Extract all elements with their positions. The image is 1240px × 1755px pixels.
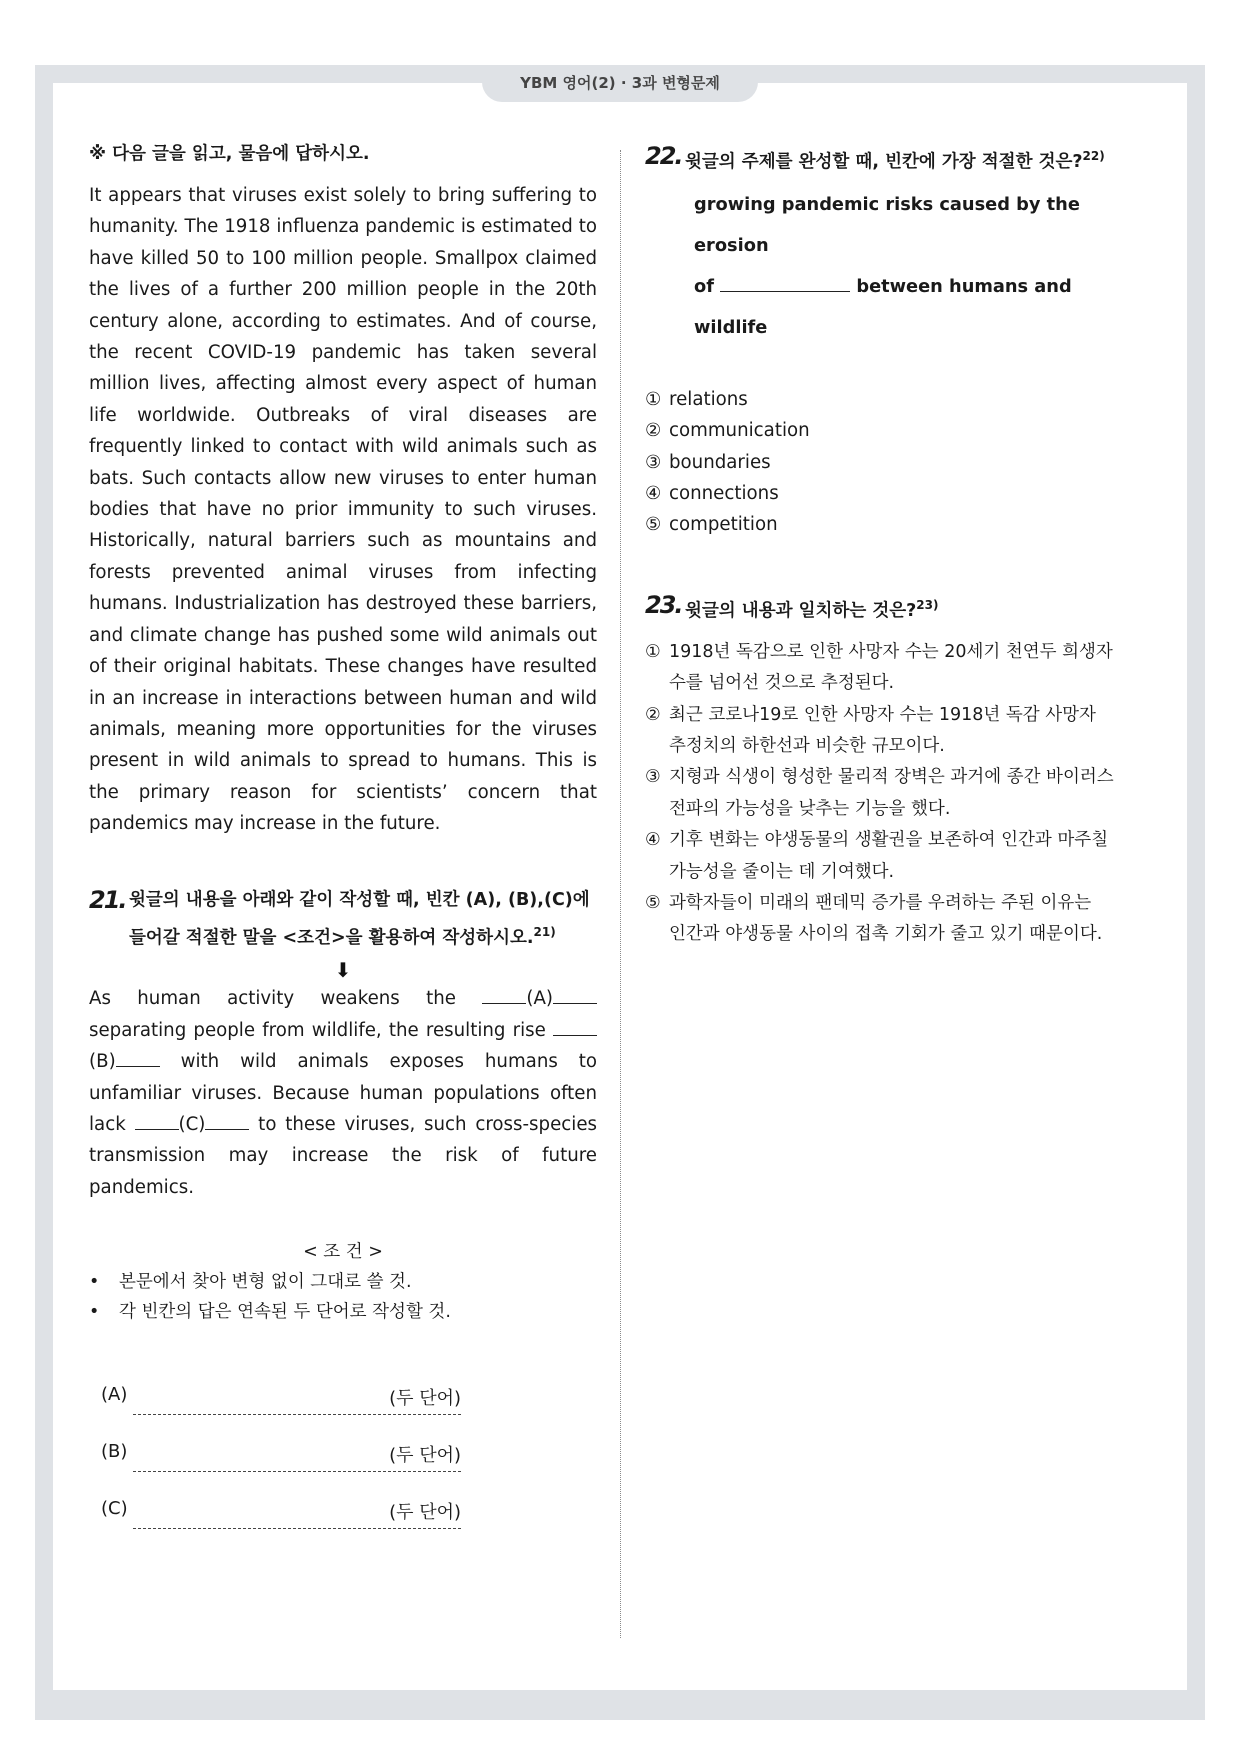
conditions-title: < 조 건 >: [303, 1242, 383, 1263]
answer-label: (B): [101, 1441, 128, 1462]
question-21-line2: 들어갈 적절한 말을 <조건>을 활용하여 작성하시오.: [129, 927, 534, 948]
condition-item: • 각 빈칸의 답은 연속된 두 단어로 작성할 것.: [89, 1297, 597, 1327]
choice-text: 1918년 독감으로 인한 사망자 수는 20세기 천연두 희생자: [669, 641, 1113, 662]
choice-text: boundaries: [669, 451, 771, 473]
right-column: [645, 140, 1135, 951]
answer-field-b[interactable]: [101, 1441, 461, 1473]
blank-label-b: (B): [89, 1051, 116, 1073]
choice-text: relations: [669, 388, 748, 410]
blank-underline: [553, 987, 597, 1004]
choice-number: ⑤: [645, 892, 661, 913]
question-22-footnote: 22): [1082, 149, 1105, 163]
choice-text: 가능성을 줄이는 데 기여했다.: [669, 861, 895, 882]
blank-underline: [553, 1019, 597, 1036]
summary-text: separating people from wildlife, the resulting rise: [89, 1019, 553, 1041]
question-21-number: 21.: [89, 885, 126, 914]
topic-statement: [645, 184, 1135, 348]
choice-number: ②: [645, 420, 662, 442]
choice-text: connections: [669, 483, 779, 505]
choice-2[interactable]: [645, 700, 1135, 763]
choice-text: 인간과 야생동물 사이의 접촉 기회가 줄고 있기 때문이다.: [669, 924, 1103, 945]
blank-underline: [482, 987, 526, 1004]
question-23-number: 23.: [645, 590, 682, 619]
question-21-line1: 윗글의 내용을 아래와 같이 작성할 때, 빈칸 (A), (B),(C)에: [129, 889, 590, 910]
choice-2[interactable]: [645, 415, 1135, 446]
answer-label: (A): [101, 1384, 128, 1405]
question-22-number: 22.: [645, 142, 682, 170]
blank-underline: [116, 1050, 160, 1067]
choice-text: communication: [669, 420, 810, 442]
blank-label-c: (C): [178, 1113, 206, 1135]
header-title: YBM 영어(2) · 3과 변형문제: [482, 66, 758, 102]
choice-number: ④: [645, 830, 661, 851]
choice-number: ⑤: [645, 514, 662, 536]
choice-3[interactable]: [645, 762, 1135, 825]
choice-number: ③: [645, 451, 662, 473]
choice-5[interactable]: [645, 888, 1135, 951]
answer-field-c[interactable]: [101, 1498, 461, 1530]
choice-text: 최근 코로나19로 인한 사망자 수는 1918년 독감 사망자: [669, 704, 1096, 725]
blank-underline: [205, 1113, 249, 1130]
choice-3[interactable]: [645, 447, 1135, 478]
question-22-choices: [645, 384, 1135, 541]
choice-text: 추정치의 하한선과 비슷한 규모이다.: [669, 735, 945, 756]
choice-text: 기후 변화는 야생동물의 생활권을 보존하여 인간과 마주칠: [669, 830, 1109, 851]
choice-text: 수를 넘어선 것으로 추정된다.: [669, 673, 895, 694]
summary-text: As human activity weakens the: [89, 988, 483, 1010]
conditions-list: [89, 1267, 597, 1327]
left-column: [89, 140, 597, 1327]
question-23-footnote: 23): [916, 597, 939, 612]
choice-number: ②: [645, 704, 661, 725]
topic-blank: [720, 271, 850, 292]
question-21-header: [89, 884, 597, 954]
question-22-text: 윗글의 주제를 완성할 때, 빈칸에 가장 적절한 것은?: [685, 151, 1083, 172]
choice-text: 과학자들이 미래의 팬데믹 증가를 우려하는 주된 이유는: [669, 892, 1092, 913]
blank-label-a: (A): [526, 988, 553, 1010]
down-arrow-icon: ⬇: [334, 958, 352, 983]
answer-hint: (두 단어): [389, 1445, 461, 1466]
answer-hint: (두 단어): [389, 1502, 461, 1523]
answer-dashed-line: [133, 1471, 461, 1472]
summary-text: with wild animals exposes humans to unfamiliar viruses. Because human populations often lack: [89, 1051, 597, 1135]
choice-text: competition: [669, 514, 778, 536]
summary-paragraph: [89, 983, 597, 1203]
reading-passage: It appears that viruses exist solely to bring suffering to humanity. The 1918 influenza pandemic is estimated to have killed 50 to 100 million people. Smallpox claimed the lives of a further 200 million people in the 20th century alone, according to estimates. And of course, the recent COVID-19 pandemic has taken several million lives, affecting almost every aspect of human life worldwide. Outbreaks of viral diseases are frequently linked to contact with wild animals such as bats. Such contacts allow new viruses to enter human bodies that have no prior immunity to such viruses. Historically, natural barriers such as mountains and forests prevented animal viruses from infecting humans. Industrialization has destroyed these barriers, and climate change has pushed some wild animals out of their original habitats. These changes have resulted in an increase in interactions between human and wild animals, meaning more opportunities for the viruses present in wild animals to spread to humans. This is the primary reason for scientists’ concern that pandemics may increase in the future.: [89, 185, 597, 835]
answer-field-a[interactable]: [101, 1384, 461, 1416]
choice-text: 전파의 가능성을 낮추는 기능을 했다.: [669, 798, 951, 819]
choice-4[interactable]: [645, 825, 1135, 888]
topic-line1: growing pandemic risks caused by the erosion: [694, 193, 1080, 256]
choice-number: ①: [645, 641, 661, 662]
answer-dashed-line: [133, 1414, 461, 1415]
question-21-text: [129, 884, 597, 954]
summary-text: to these viruses, such cross-species transmission may increase the risk of future pandemics.: [89, 1113, 597, 1198]
choice-5[interactable]: [645, 509, 1135, 540]
choice-number: ③: [645, 767, 661, 788]
choice-4[interactable]: [645, 478, 1135, 509]
question-22-header: [645, 140, 1135, 178]
choice-number: ①: [645, 388, 662, 410]
topic-line2-before: of: [694, 275, 721, 297]
question-23-text: 윗글의 내용과 일치하는 것은?: [685, 600, 917, 621]
instruction: ※ 다음 글을 읽고, 물음에 답하시오.: [89, 144, 370, 164]
answer-dashed-line: [133, 1528, 461, 1529]
topic-line2-after: between humans and wildlife: [694, 275, 1072, 338]
column-divider: [620, 150, 621, 1638]
choice-number: ④: [645, 483, 662, 505]
answer-label: (C): [101, 1498, 128, 1519]
answer-hint: (두 단어): [389, 1388, 461, 1409]
choice-1[interactable]: [645, 637, 1135, 700]
blank-underline: [135, 1113, 179, 1130]
condition-item: • 본문에서 찾아 변형 없이 그대로 쓸 것.: [89, 1267, 597, 1297]
question-21-footnote: 21): [533, 924, 556, 939]
choice-text: 지형과 식생이 형성한 물리적 장벽은 과거에 종간 바이러스: [669, 767, 1114, 788]
choice-1[interactable]: [645, 384, 1135, 415]
question-23-header: [645, 589, 1135, 627]
